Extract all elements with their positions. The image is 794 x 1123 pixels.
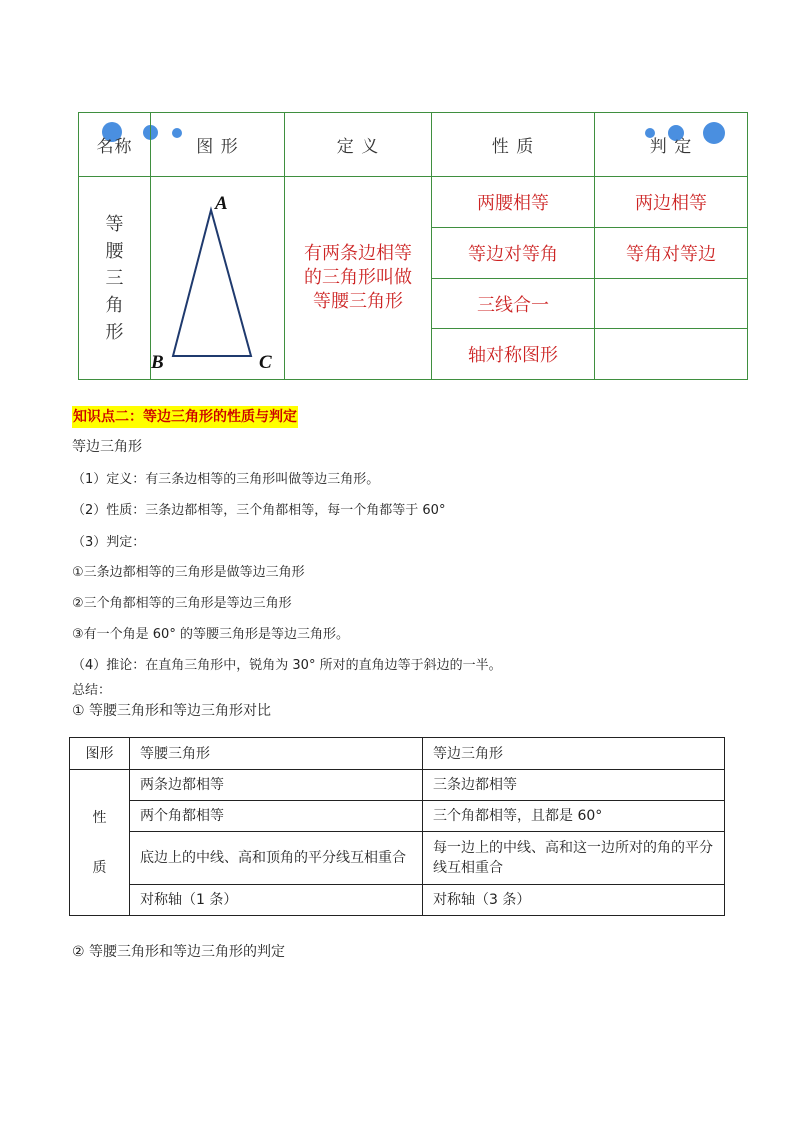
header-definition: 定 义 [285, 113, 432, 177]
vertex-label-b: B [151, 352, 164, 373]
figure-cell [151, 177, 285, 380]
cmp-cell: 底边上的中线、高和顶角的平分线互相重合 [130, 832, 423, 885]
vertex-label-a: A [215, 193, 228, 214]
shape-name-char: 角 [105, 294, 124, 316]
section-line: ①三条边都相等的三角形是做等边三角形 [72, 565, 305, 580]
section-line: （2）性质：三条边都相等，三个角都相等，每一个角都等于 60° [72, 503, 446, 518]
section-heading: 知识点二：等边三角形的性质与判定 [72, 406, 298, 428]
property-cell: 轴对称图形 [432, 329, 595, 380]
criteria-cell [595, 279, 748, 329]
section-line: ②三个角都相等的三角形是等边三角形 [72, 596, 292, 611]
property-cell: 两腰相等 [432, 177, 595, 228]
definition-line: 等腰三角形 [313, 291, 403, 312]
property-cell: 等边对等角 [432, 228, 595, 279]
isosceles-triangle-figure [151, 178, 283, 378]
shape-name-char: 腰 [105, 240, 124, 262]
cmp-header: 等腰三角形 [130, 738, 423, 770]
criteria-cell [595, 329, 748, 380]
isosceles-summary-table [78, 112, 748, 380]
shape-name-char: 三 [105, 267, 124, 289]
cmp-cell: 三条边都相等 [423, 770, 725, 801]
section-line: 总结： [72, 683, 112, 698]
section-line: ③有一个角是 60° 的等腰三角形是等边三角形。 [72, 627, 349, 642]
definition-line: 的三角形叫做 [304, 267, 412, 288]
triangle-shape [173, 210, 251, 356]
header-criteria: 判 定 [595, 113, 748, 177]
cmp-cell: 三个角都相等，且都是 60° [423, 801, 725, 832]
section-line: 等边三角形 [72, 439, 142, 455]
section-line: （3）判定： [72, 535, 146, 550]
comparison-table [69, 737, 725, 916]
vertex-label-c: C [259, 352, 272, 373]
property-group-label [70, 770, 130, 916]
header-figure: 图 形 [151, 113, 285, 177]
shape-name-char: 形 [105, 321, 124, 343]
criteria-cell: 两边相等 [595, 177, 748, 228]
cmp-header: 图形 [70, 738, 130, 770]
cmp-cell: 两条边都相等 [130, 770, 423, 801]
header-property: 性 质 [432, 113, 595, 177]
section-line: （1）定义：有三条边相等的三角形叫做等边三角形。 [72, 472, 380, 487]
shape-name-cell [79, 177, 151, 380]
cmp-cell: 每一边上的中线、高和这一边所对的角的平分线互相重合 [423, 832, 725, 885]
group-label-char: 性 [92, 809, 107, 826]
section-line: （4）推论：在直角三角形中，锐角为 30° 所对的直角边等于斜边的一半。 [72, 658, 502, 673]
cmp-header: 等边三角形 [423, 738, 725, 770]
section-footer: ② 等腰三角形和等边三角形的判定 [72, 944, 286, 960]
property-cell: 三线合一 [432, 279, 595, 329]
header-name: 名称 [79, 113, 151, 177]
cmp-cell: 对称轴（3 条） [423, 885, 725, 916]
cmp-cell: 两个角都相等 [130, 801, 423, 832]
definition-cell [285, 177, 432, 380]
shape-name-char: 等 [105, 213, 124, 235]
criteria-cell: 等角对等边 [595, 228, 748, 279]
group-label-char: 质 [92, 859, 107, 876]
section-line: ① 等腰三角形和等边三角形对比 [72, 703, 272, 719]
cmp-cell: 对称轴（1 条） [130, 885, 423, 916]
definition-line: 有两条边相等 [304, 243, 412, 264]
